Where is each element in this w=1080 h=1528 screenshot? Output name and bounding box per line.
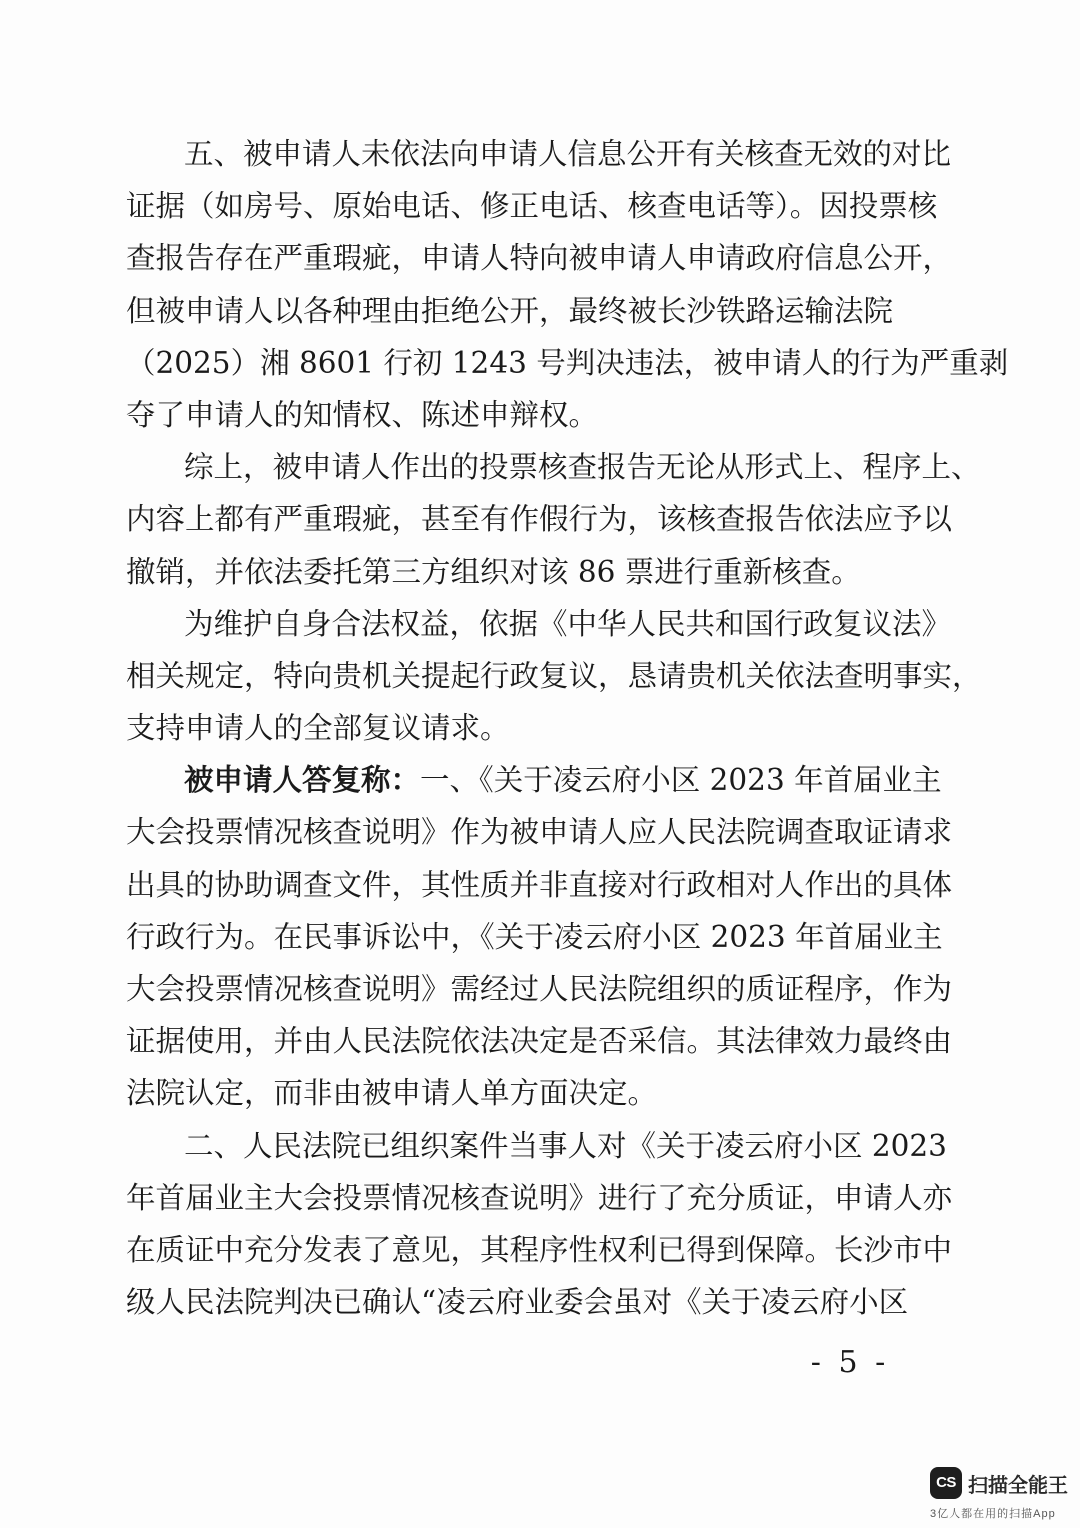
- paragraph-request: [126, 598, 982, 755]
- text-line: 出具的协助调查文件，其性质并非直接对行政相对人作出的具体: [126, 867, 953, 902]
- text-line: 大会投票情况核查说明》作为被申请人应人民法院调查取证请求: [126, 815, 953, 850]
- text-line: 查报告存在严重瑕疵，申请人特向被申请人申请政府信息公开，: [126, 241, 953, 276]
- text-line: 相关规定，特向贵机关提起行政复议，恳请贵机关依法查明事实，: [126, 658, 982, 693]
- text-line: 为维护自身合法权益，依据《中华人民共和国行政复议法》: [184, 606, 952, 641]
- text-line: 内容上都有严重瑕疵，甚至有作假行为，该核查报告依法应予以: [126, 502, 953, 537]
- paragraph-two: [126, 1120, 953, 1329]
- paragraph-respondent-reply: [126, 754, 953, 1119]
- text-line: 但被申请人以各种理由拒绝公开，最终被长沙铁路运输法院: [126, 293, 894, 328]
- text-line: 五、被申请人未依法向申请人信息公开有关核查无效的对比: [184, 137, 952, 171]
- watermark-subtitle: 3亿人都在用的扫描App: [930, 1508, 1056, 1520]
- text-line: 大会投票情况核查说明》需经过人民法院组织的质证程序，作为: [126, 972, 953, 1006]
- scanner-watermark: [930, 1465, 1070, 1521]
- text-line: 证据使用，并由人民法院依法决定是否采信。其法律效力最终由: [126, 1024, 953, 1059]
- text-line: 年首届业主大会投票情况核查说明》进行了充分质证，申请人亦: [126, 1180, 953, 1215]
- text-line: 证据（如房号、原始电话、修正电话、核查电话等）。因投票核: [126, 189, 938, 224]
- text-line: [126, 754, 942, 806]
- watermark-title: 扫描全能王: [968, 1475, 1068, 1497]
- text-line-content: 一、《关于凌云府小区 2023 年首届业主: [420, 763, 942, 798]
- document-body: [126, 128, 1009, 1328]
- text-line: 撤销，并依法委托第三方组织对该 86 票进行重新核查。: [126, 554, 861, 589]
- page-number: - 5 -: [810, 1345, 890, 1380]
- text-line: （2025）湘 8601 行初 1243 号判决违法，被申请人的行为严重剥: [126, 345, 1009, 380]
- text-line: 在质证中充分发表了意见，其程序性权利已得到保障。长沙市中: [126, 1232, 953, 1267]
- text-line: 综上，被申请人作出的投票核查报告无论从形式上、程序上、: [184, 450, 981, 485]
- paragraph-five: [126, 128, 1009, 441]
- text-line: 行政行为。在民事诉讼中，《关于凌云府小区 2023 年首届业主: [126, 919, 943, 954]
- respondent-reply-lead: 被申请人答复称：: [184, 762, 421, 798]
- text-line: 二、人民法院已组织案件当事人对《关于凌云府小区 2023: [184, 1128, 947, 1163]
- text-line: 夺了申请人的知情权、陈述申辩权。: [126, 397, 599, 432]
- camscanner-logo-icon: CS: [930, 1467, 962, 1499]
- paragraph-summary: [126, 441, 981, 598]
- text-line: 法院认定，而非由被申请人单方面决定。: [126, 1076, 658, 1111]
- text-line: 级人民法院判决已确认“凌云府业委会虽对《关于凌云府小区: [126, 1285, 909, 1320]
- text-line: 支持申请人的全部复议请求。: [126, 711, 510, 746]
